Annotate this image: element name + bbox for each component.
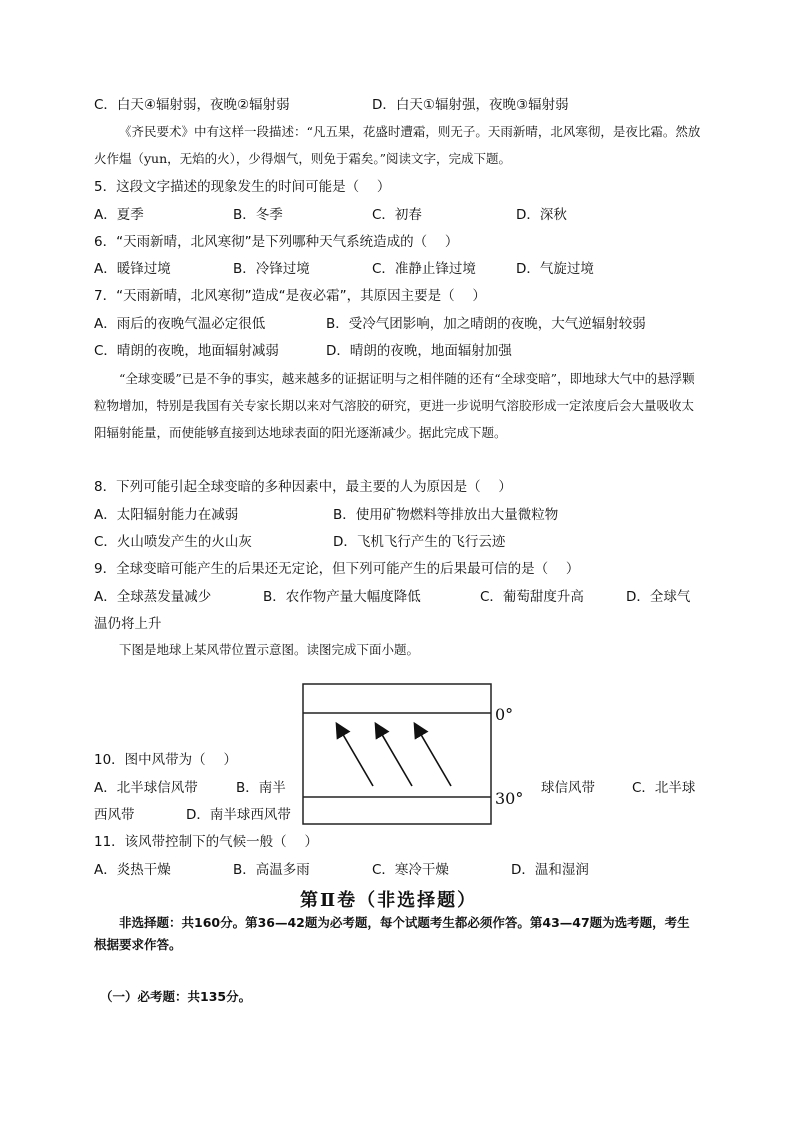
q8-option-a: A．太阳辐射能力在减弱 (94, 507, 239, 523)
q11-option-a: A．炎热干燥 (94, 862, 171, 878)
q4-option-d: D．白天①辐射强，夜晚③辐射弱 (372, 97, 569, 113)
diagram-frame (303, 684, 491, 824)
section-2-instructions: 非选择题：共160分。第36—42题为必考题，每个试题考生都必须作答。第43—47题为选考题，考生根据要求作答。 (94, 915, 690, 952)
q5-stem: 5．这段文字描述的现象发生的时间可能是（ ） (94, 179, 391, 195)
q10-option-c-continued: 西风带 (94, 807, 135, 823)
q7-option-d: D．晴朗的夜晚，地面辐射加强 (326, 343, 512, 359)
q7-option-c: C．晴朗的夜晚，地面辐射减弱 (94, 343, 279, 359)
section-2-subheading: （一）必考题：共135分。 (100, 989, 252, 1004)
section-2-title: 第Ⅱ卷（非选择题） (300, 890, 478, 911)
q7-option-a: A．雨后的夜晚气温必定很低 (94, 316, 266, 332)
q6-option-d: D．气旋过境 (516, 261, 594, 277)
q8-option-d: D．飞机飞行产生的飞行云迹 (333, 534, 506, 550)
q6-option-a: A．暖锋过境 (94, 261, 171, 277)
q11-option-d: D．温和湿润 (511, 862, 589, 878)
q5-option-a: A．夏季 (94, 207, 144, 223)
q9-option-c: C．葡萄甜度升高 (480, 589, 584, 605)
q7-option-b: B．受冷气团影响，加之晴朗的夜晚，大气逆辐射较弱 (326, 316, 646, 332)
q5-option-b: B．冬季 (233, 207, 283, 223)
q9-option-d-continued: 温仍将上升 (94, 616, 162, 632)
q9-option-d: D．全球气 (626, 589, 691, 605)
q9-stem: 9．全球变暗可能产生的后果还无定论，但下列可能产生的后果最可信的是（ ） (94, 561, 580, 577)
q10-option-b-start: B．南半 (236, 780, 286, 796)
q10-option-c: C．北半球 (632, 780, 696, 796)
label-30-degree: 30° (495, 789, 524, 808)
q5-option-d: D．深秋 (516, 207, 567, 223)
q6-stem: 6．“天雨新晴，北风寒彻”是下列哪种天气系统造成的（ ） (94, 234, 459, 250)
q9-option-b: B．农作物产量大幅度降低 (263, 589, 421, 605)
passage-global-dimming: “全球变暖”已是不争的事实，越来越多的证据证明与之相伴随的还有“全球变暗”，即地球大气中的悬浮颗粒物增加，特别是我国有关专家长期以来对气溶胶的研究，更进一步说明气溶胶形成一定浓度后会大量吸收太阳辐射能量，而使能够直接到达地球表面的阳光逐渐减少。据此完成下题。 (94, 371, 695, 440)
q5-option-c: C．初春 (372, 207, 422, 223)
q8-option-c: C．火山喷发产生的火山灰 (94, 534, 252, 550)
q11-stem: 11．该风带控制下的气候一般（ ） (94, 834, 318, 850)
q10-stem: 10．图中风带为（ ） (94, 752, 237, 768)
q10-option-b-end: 球信风带 (541, 780, 595, 796)
wind-belt-diagram (295, 680, 535, 830)
q8-option-b: B．使用矿物燃料等排放出大量微粒物 (333, 507, 559, 523)
q11-option-b: B．高温多雨 (233, 862, 310, 878)
q10-option-d: D．南半球西风带 (186, 807, 291, 823)
passage-qimin-yaoshu: 《齐民要术》中有这样一段描述：“凡五果，花盛时遭霜，则无子。天雨新晴，北风寒彻，是夜比霜。然放火作煴（yun，无焰的火），少得烟气，则免于霜矣。”阅读文字，完成下题。 (94, 124, 701, 166)
q6-option-b: B．冷锋过境 (233, 261, 310, 277)
q11-option-c: C．寒冷干燥 (372, 862, 449, 878)
passage-wind-belt: 下图是地球上某风带位置示意图。读图完成下面小题。 (119, 642, 420, 657)
q7-stem: 7．“天雨新晴，北风寒彻”造成“是夜必霜”，其原因主要是（ ） (94, 288, 486, 304)
q10-option-a: A．北半球信风带 (94, 780, 198, 796)
q9-option-a: A．全球蒸发量减少 (94, 589, 212, 605)
q4-option-c: C．白天④辐射弱，夜晚②辐射弱 (94, 97, 290, 113)
label-0-degree: 0° (495, 705, 514, 724)
q8-stem: 8．下列可能引起全球变暗的多种因素中，最主要的人为原因是（ ） (94, 479, 512, 495)
q6-option-c: C．准静止锋过境 (372, 261, 476, 277)
